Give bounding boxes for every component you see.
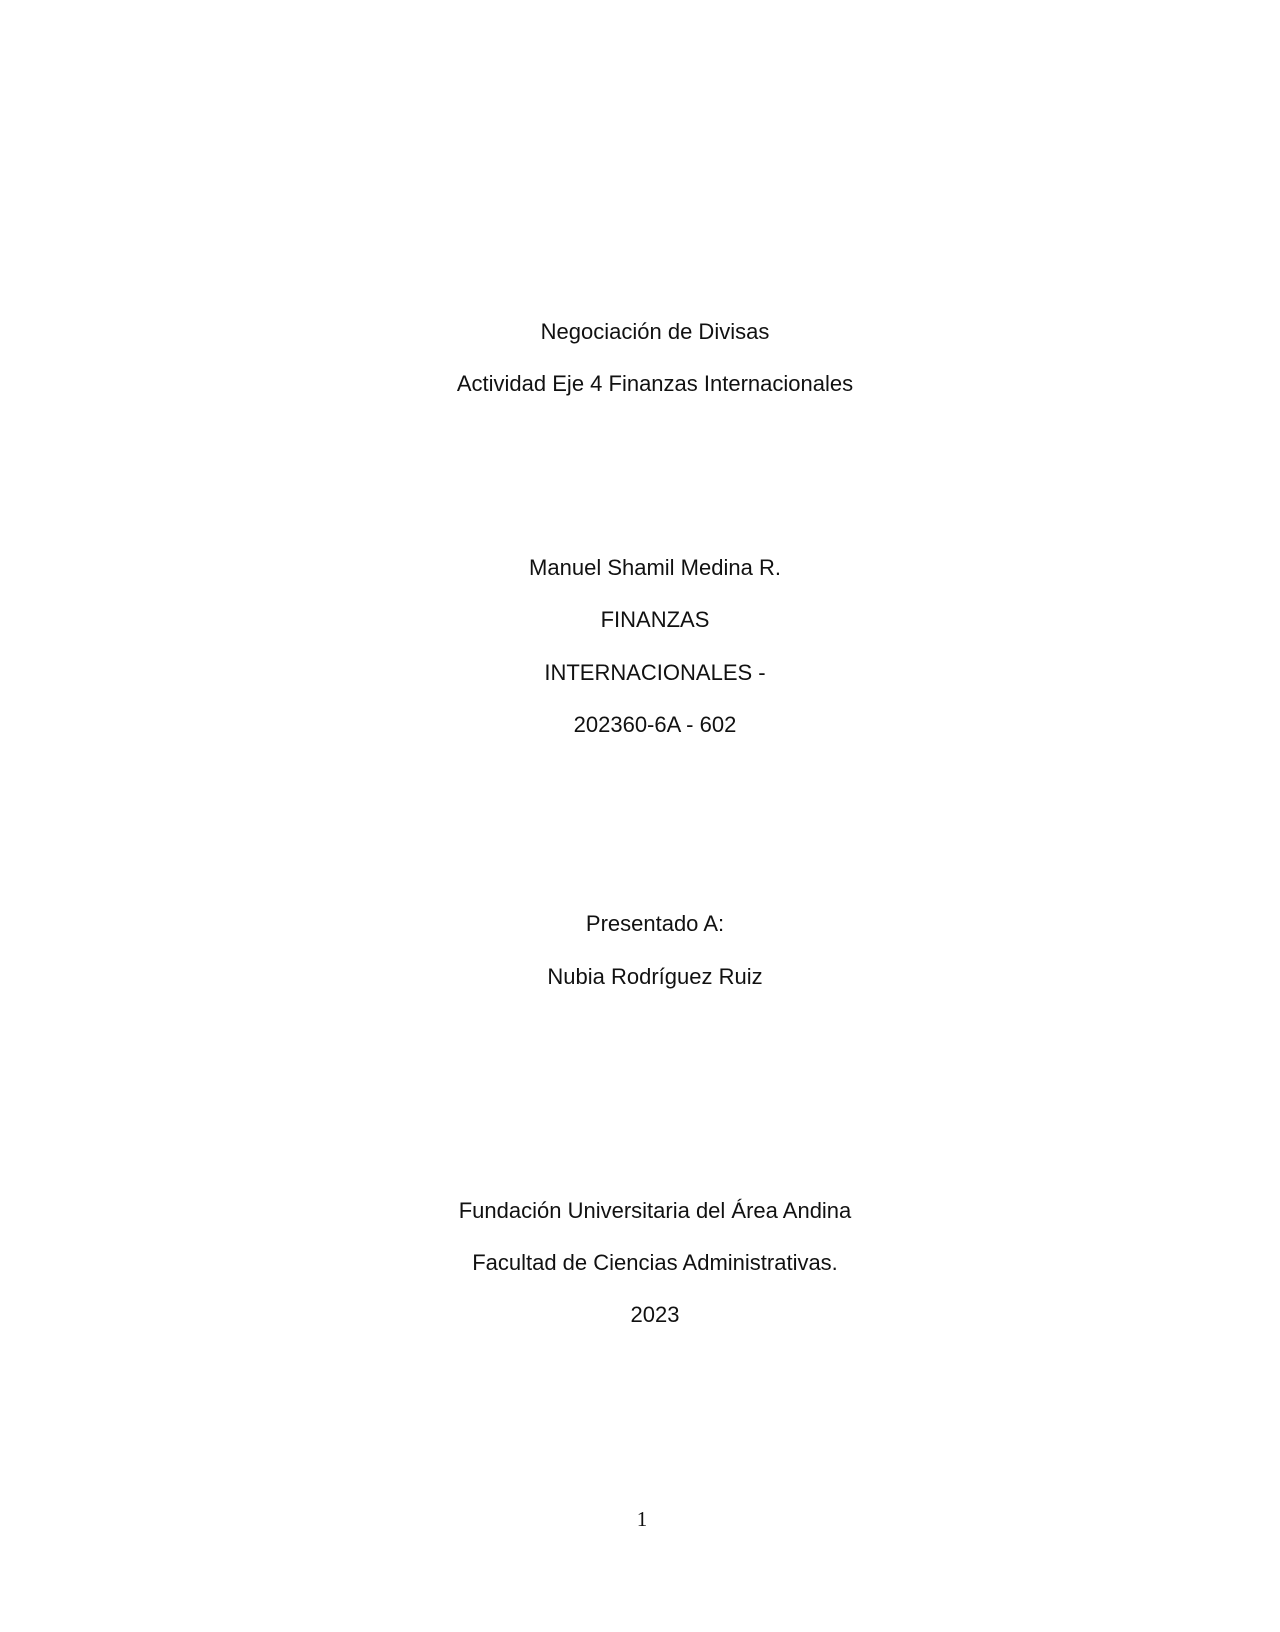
course-code: 202360-6A - 602 bbox=[573, 712, 737, 737]
course-line-1: FINANZAS bbox=[600, 607, 710, 632]
presented-to-label: Presentado A: bbox=[585, 911, 725, 936]
author-name: Manuel Shamil Medina R. bbox=[529, 555, 781, 580]
faculty-name: Facultad de Ciencias Administrativas. bbox=[472, 1250, 838, 1275]
page-number: 1 bbox=[636, 1507, 648, 1531]
course-line-2: INTERNACIONALES - bbox=[544, 660, 766, 685]
recipient-name: Nubia Rodríguez Ruiz bbox=[547, 964, 763, 989]
document-year: 2023 bbox=[630, 1302, 680, 1327]
document-subtitle: Actividad Eje 4 Finanzas Internacionales bbox=[456, 371, 854, 396]
institution-name: Fundación Universitaria del Área Andina bbox=[458, 1198, 852, 1223]
document-title: Negociación de Divisas bbox=[540, 319, 770, 344]
